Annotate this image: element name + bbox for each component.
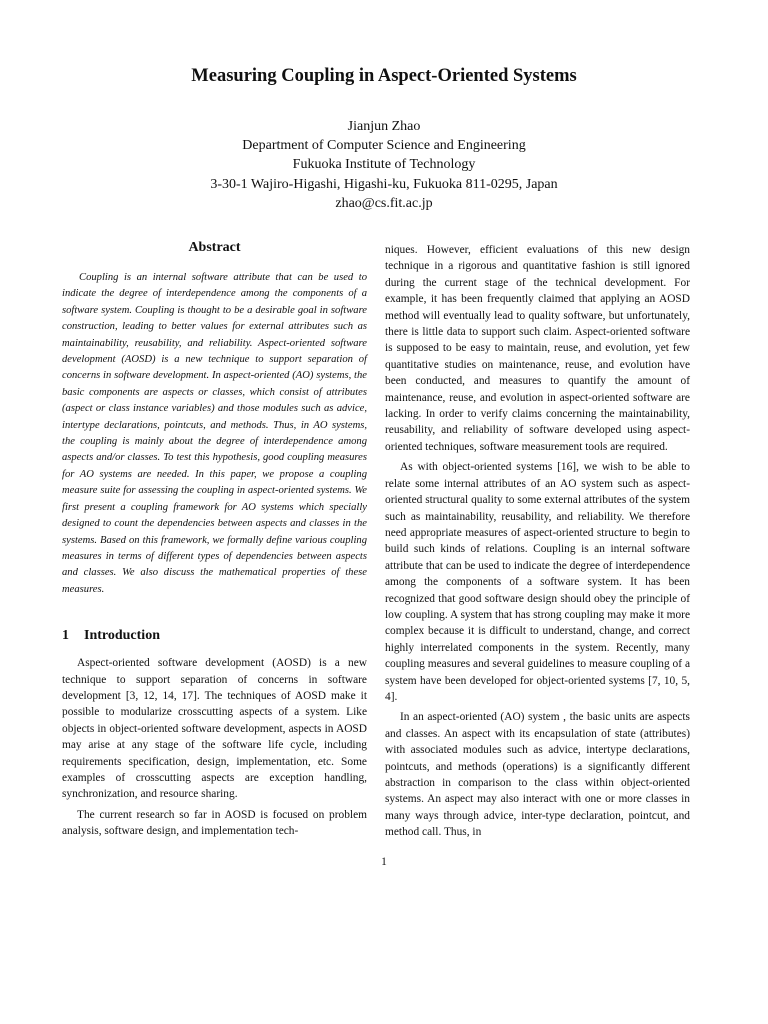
- author-block: [0, 117, 768, 213]
- page-number: 1: [381, 856, 387, 868]
- abstract-heading: Abstract: [188, 240, 241, 255]
- paper-title: Measuring Coupling in Aspect-Oriented Systems: [191, 66, 577, 86]
- author-department: Department of Computer Science and Engineering: [242, 138, 526, 154]
- intro-paragraph: As with object-oriented systems [16], we wish to be able to relate some internal attributes of an AO system such as aspect-oriented structural quality to some external attributes of the system such as maintainability, reusability, and reliability. We therefore need appropriate measures of aspect-oriented structure to begin to build such kinds of relations. Coupling is an internal software attribute that can be used to indicate the degree of interdependence among the components of a software system. It has been recognized that good software design should obey the principle of low coupling. A system that has strong coupling may make it more complex because it is difficult to understand, change, and correct highly interrelated components in the system. Recently, many coupling measures and several guidelines to measure coupling of a system have been developed for object-oriented systems [7, 10, 5, 4].: [385, 461, 690, 703]
- right-column: [385, 242, 690, 841]
- author-email: zhao@cs.fit.ac.jp: [335, 195, 433, 211]
- author-institution: Fukuoka Institute of Technology: [292, 157, 476, 173]
- section-number: 1: [62, 628, 69, 644]
- intro-paragraph: Aspect-oriented software development (AOSD) is a new technique to support separation of concerns in software development [3, 12, 14, 17]. The techniques of AOSD make it possible to modularize crosscutting aspects of a system. Like objects in object-oriented software development, aspects in AOSD may arise at any stage of the software life cycle, including requirements specification, design, implementation, etc. Some examples of crosscutting aspects are exception handling, synchronization, and resource sharing.: [62, 657, 367, 801]
- intro-paragraph: In an aspect-oriented (AO) system , the basic units are aspects and classes. An aspect with its encapsulation of state (attributes) with associated modules such as advice, intertype declarations, pointcuts, and methods (operations) is a significantly different abstraction in comparison to the class within object-oriented systems. An aspect may also interact with one or more classes in many ways through advice, inter-type declaration, pointcut, and method call. Thus, in: [385, 711, 690, 839]
- author-name: Jianjun Zhao: [347, 119, 421, 134]
- intro-paragraph: The current research so far in AOSD is focused on problem analysis, software design, and implementation tech-: [62, 808, 367, 838]
- intro-paragraph-continued: niques. However, efficient evaluations of this new design technique in a rigorous and quantitative fashion is still ignored during the current stage of the technical development. For example, it has been frequently claimed that applying an AOSD method will eventually lead to quality software, but unfortunately, there is little data to support such claim. Aspect-oriented software is supposed to be easy to maintain, reuse, and evolution, yet few quantitative studies on maintenance, reuse, and evolution have been conducted, and measures to quantify the amount of maintenance, reuse, and evolution in aspect-oriented software are lacking. In order to verify claims concerning the maintainability, reusability, and reliability of software developed using aspect-oriented techniques, software measurement tools are required.: [385, 244, 690, 453]
- section-heading-introduction: [62, 628, 367, 644]
- section-title: Introduction: [84, 628, 160, 644]
- author-address: 3-30-1 Wajiro-Higashi, Higashi-ku, Fukuoka 811-0295, Japan: [210, 176, 558, 192]
- left-column: [62, 240, 367, 840]
- abstract-text: Coupling is an internal software attribute that can be used to indicate the degree of interdependence among the components of a software system. Coupling is thought to be a desirable goal in software construction, leading to better values for external attributes such as maintainability, reusability, and reliability. Aspect-oriented software development (AOSD) is a new technique to support separation of concerns in software development. In aspect-oriented (AO) systems, the basic components are aspects or classes, which consist of attributes (aspect or class instance variables) and those modules such as advice, intertype declarations, pointcuts, and methods. Thus, in AO systems, the coupling is mainly about the degree of interdependence among aspects and/or classes. To test this hypothesis, good coupling measures for AO systems are needed. In this paper, we propose a coupling measure suite for assessing the coupling in aspect-oriented systems. We first present a coupling framework for AO systems which specially designed to count the dependencies between aspects and classes in the systems. Based on this framework, we formally define various coupling measures in terms of different types of dependencies between aspects and classes. We also discuss the mathematical properties of these measures.: [62, 272, 367, 595]
